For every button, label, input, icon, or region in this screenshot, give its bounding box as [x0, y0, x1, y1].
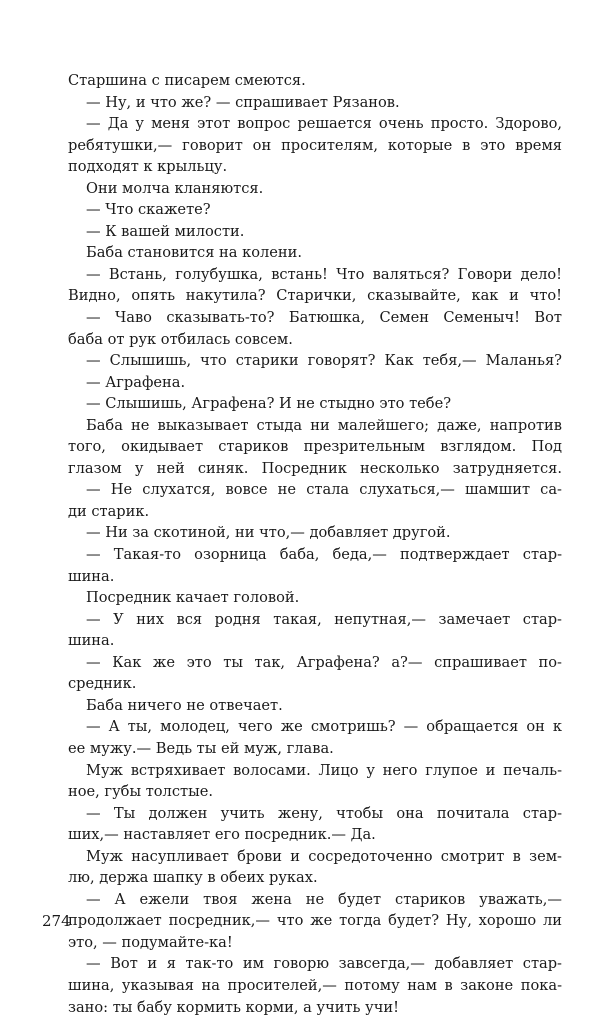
- text-line: ее мужу.— Ведь ты ей муж, глава.: [68, 739, 334, 757]
- text-line: подходят к крыльцу.: [68, 158, 228, 176]
- text-line: — Слышишь, что старики говорят? Как тебя,— Маланья?: [86, 352, 562, 370]
- page-number: 274: [42, 912, 71, 930]
- text-line: — Ну, и что же? — спрашивает Рязанов.: [86, 93, 400, 111]
- text-line: — Ты должен учить жену, чтобы она почитала стар-: [86, 804, 562, 822]
- text-line: — Что скажете?: [86, 201, 211, 219]
- text-line: шина, указывая на просителей,— потому нам в законе пока-: [68, 976, 562, 994]
- page-text: [68, 70, 562, 1018]
- text-line: ное, губы толстые.: [68, 783, 213, 801]
- text-line: — Как же это ты так, Аграфена? а?— спрашивает по-: [86, 653, 562, 671]
- text-line: — Аграфена.: [86, 373, 186, 391]
- text-line: — Встань, голубушка, встань! Что валяться? Говори дело!: [86, 265, 562, 283]
- text-line: баба от рук отбилась совсем.: [68, 330, 293, 348]
- text-line: Муж насупливает брови и сосредоточенно смотрит в зем-: [86, 847, 562, 865]
- text-line: средник.: [68, 675, 137, 693]
- text-line: — Да у меня этот вопрос решается очень просто. Здорово,: [86, 115, 562, 133]
- text-line: Баба ничего не отвечает.: [86, 696, 283, 714]
- text-line: — Такая-то озорница баба, беда,— подтверждает стар-: [86, 546, 562, 564]
- text-line: Видно, опять накутила? Старички, сказывайте, как и что!: [68, 287, 562, 305]
- text-line: шина.: [68, 567, 115, 585]
- text-line: — Не слухатся, вовсе не стала слухаться,— шамшит са-: [86, 481, 562, 499]
- text-line: лю, держа шапку в обеих руках.: [68, 869, 318, 887]
- text-line: — Вот и я так-то им говорю завсегда,— добавляет стар-: [86, 955, 562, 973]
- text-line: ребятушки,— говорит он просителям, которые в это время: [68, 136, 562, 154]
- text-line: Старшина с писарем смеются.: [68, 72, 306, 89]
- text-line: — К вашей милости.: [86, 222, 245, 240]
- text-line: Баба не выказывает стыда ни малейшего; даже, напротив: [86, 416, 562, 434]
- text-line: зано: ты бабу кормить корми, а учить учи!: [68, 998, 399, 1016]
- text-line: — У них вся родня такая, непутная,— замечает стар-: [86, 610, 562, 628]
- text-line: это, — подумайте-ка!: [68, 933, 233, 951]
- text-line: — А ты, молодец, чего же смотришь? — обращается он к: [86, 718, 562, 736]
- text-line: продолжает посредник,— что же тогда будет? Ну, хорошо ли: [68, 912, 562, 930]
- text-line: Посредник качает головой.: [86, 589, 300, 607]
- text-line: Они молча кланяются.: [86, 179, 264, 197]
- text-line: — А ежели твоя жена не будет стариков уважать,—: [86, 890, 562, 908]
- text-line: — Ни за скотиной, ни что,— добавляет другой.: [86, 524, 451, 542]
- text-line: того, окидывает стариков презрительным взглядом. Под: [68, 438, 562, 456]
- text-line: шина.: [68, 632, 115, 650]
- text-line: ди старик.: [68, 502, 150, 520]
- text-line: — Чаво сказывать-то? Батюшка, Семен Семеныч! Вот: [86, 309, 562, 327]
- text-line: Муж встряхивает волосами. Лицо у него глупое и печаль-: [86, 761, 562, 779]
- text-line: глазом у ней синяк. Посредник несколько затрудняется.: [68, 459, 562, 477]
- text-line: ших,— наставляет его посредник.— Да.: [68, 826, 376, 844]
- text-line: — Слышишь, Аграфена? И не стыдно это тебе?: [86, 395, 452, 413]
- text-line: Баба становится на колени.: [86, 244, 303, 262]
